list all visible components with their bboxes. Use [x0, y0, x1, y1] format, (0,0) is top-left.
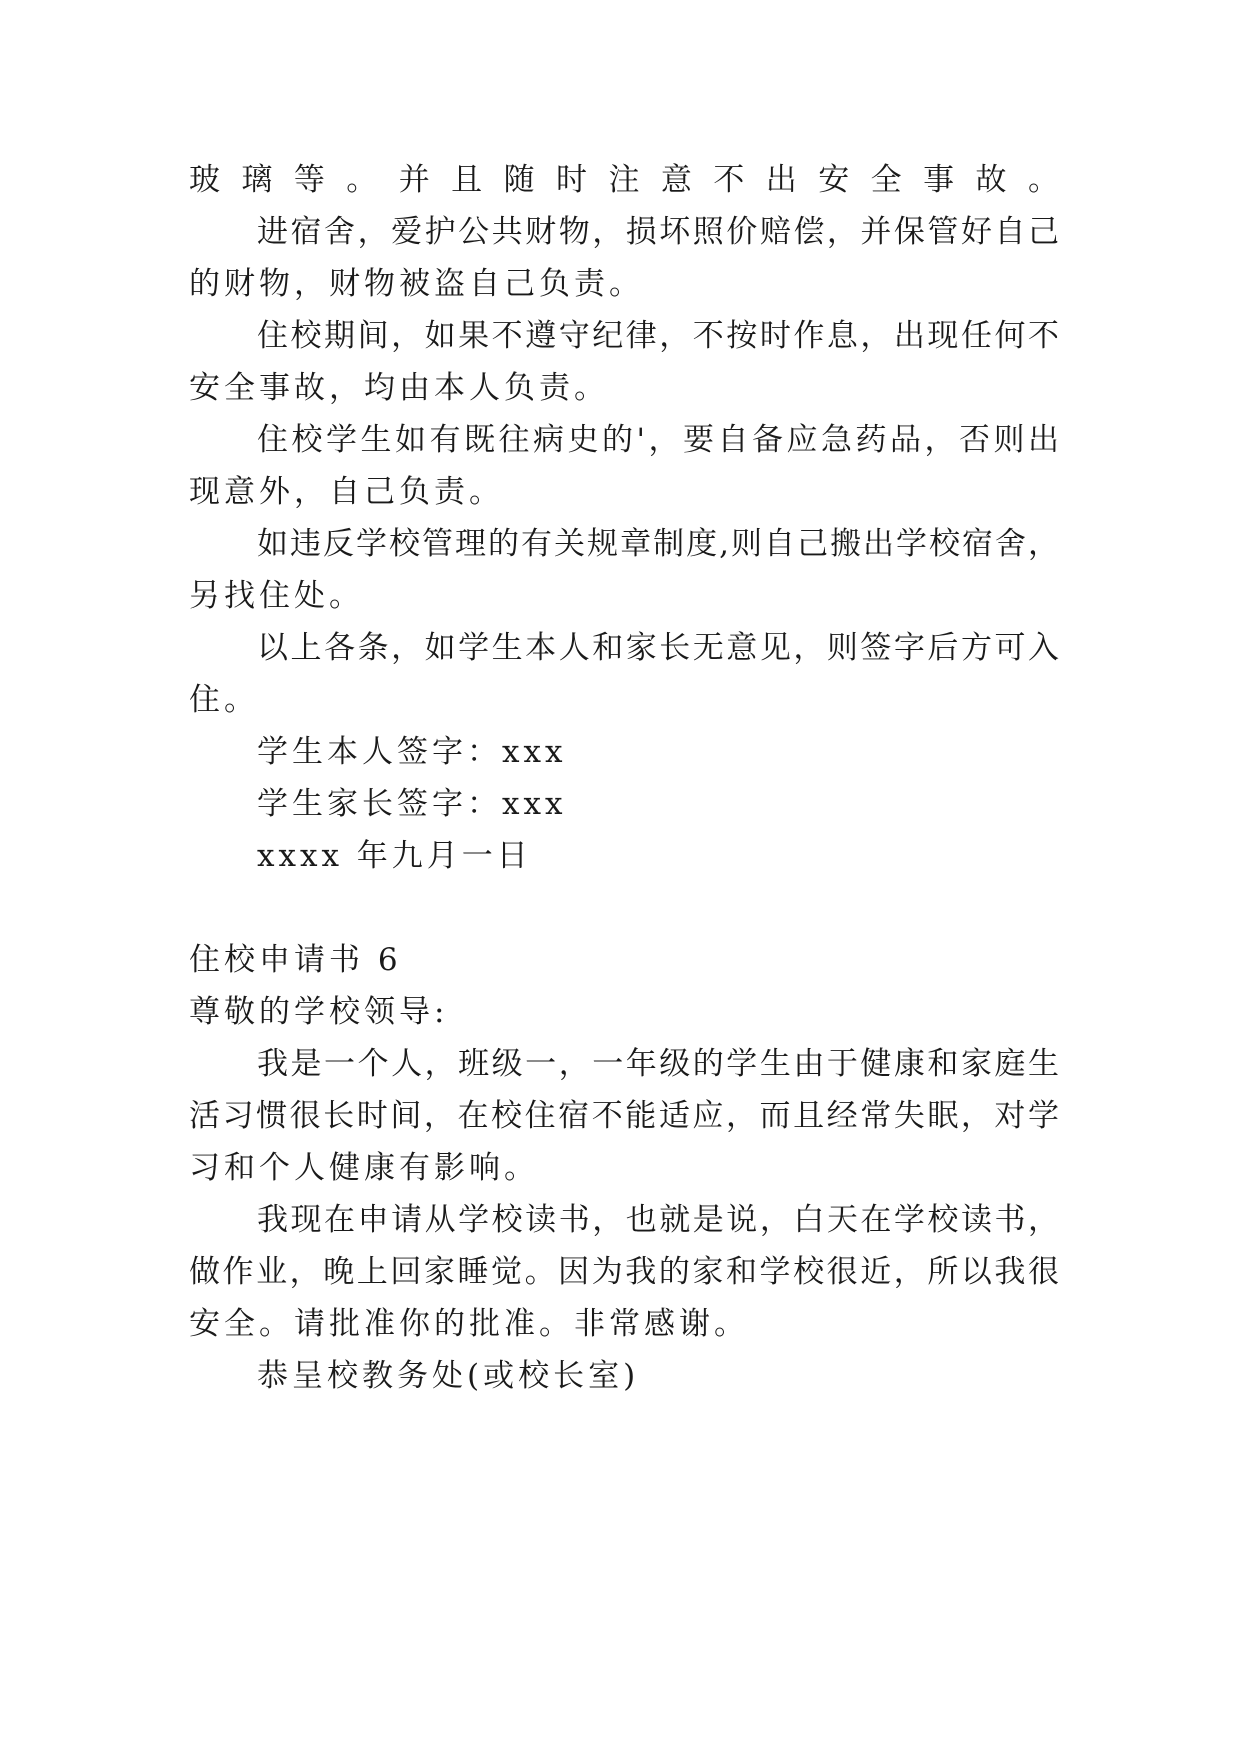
parent-signature: 学生家长签字：xxx [257, 786, 567, 822]
paragraph-line: 习和个人健康有影响。 [189, 1150, 539, 1186]
salutation: 尊敬的学校领导: [189, 994, 449, 1030]
signature-date: xxxx 年九月一日 [257, 838, 532, 874]
paragraph-line: 玻璃等。并且随时注意不出安全事故。 [189, 162, 1059, 198]
paragraph-line: 活习惯很长时间，在校住宿不能适应，而且经常失眠，对学 [189, 1098, 1059, 1134]
paragraph-line: 住校期间，如果不遵守纪律，不按时作息，出现任何不 [257, 318, 1059, 354]
paragraph-line: 现意外，自己负责。 [189, 474, 504, 510]
paragraph-line: 如违反学校管理的有关规章制度,则自己搬出学校宿舍， [257, 526, 1059, 562]
paragraph-line: 安全事故，均由本人负责。 [189, 370, 609, 406]
paragraph-line: 的财物，财物被盗自己负责。 [189, 266, 644, 302]
paragraph-line: 住。 [189, 682, 259, 718]
paragraph-line: 我现在申请从学校读书，也就是说，白天在学校读书， [257, 1202, 1059, 1238]
paragraph-line: 以上各条，如学生本人和家长无意见，则签字后方可入 [257, 630, 1059, 666]
paragraph-line: 我是一个人，班级一，一年级的学生由于健康和家庭生 [257, 1046, 1059, 1082]
paragraph-line: 住校学生如有既往病史的'，要自备应急药品，否则出 [257, 422, 1059, 458]
paragraph-line: 另找住处。 [189, 578, 364, 614]
paragraph-line: 做作业，晚上回家睡觉。因为我的家和学校很近，所以我很 [189, 1254, 1059, 1290]
section-title: 住校申请书 6 [189, 942, 402, 978]
paragraph-line: 进宿舍，爱护公共财物，损坏照价赔偿，并保管好自己 [257, 214, 1059, 250]
student-signature: 学生本人签字：xxx [257, 734, 567, 770]
closing-line: 恭呈校教务处(或校长室) [257, 1358, 640, 1394]
paragraph-line: 安全。请批准你的批准。非常感谢。 [189, 1306, 749, 1342]
